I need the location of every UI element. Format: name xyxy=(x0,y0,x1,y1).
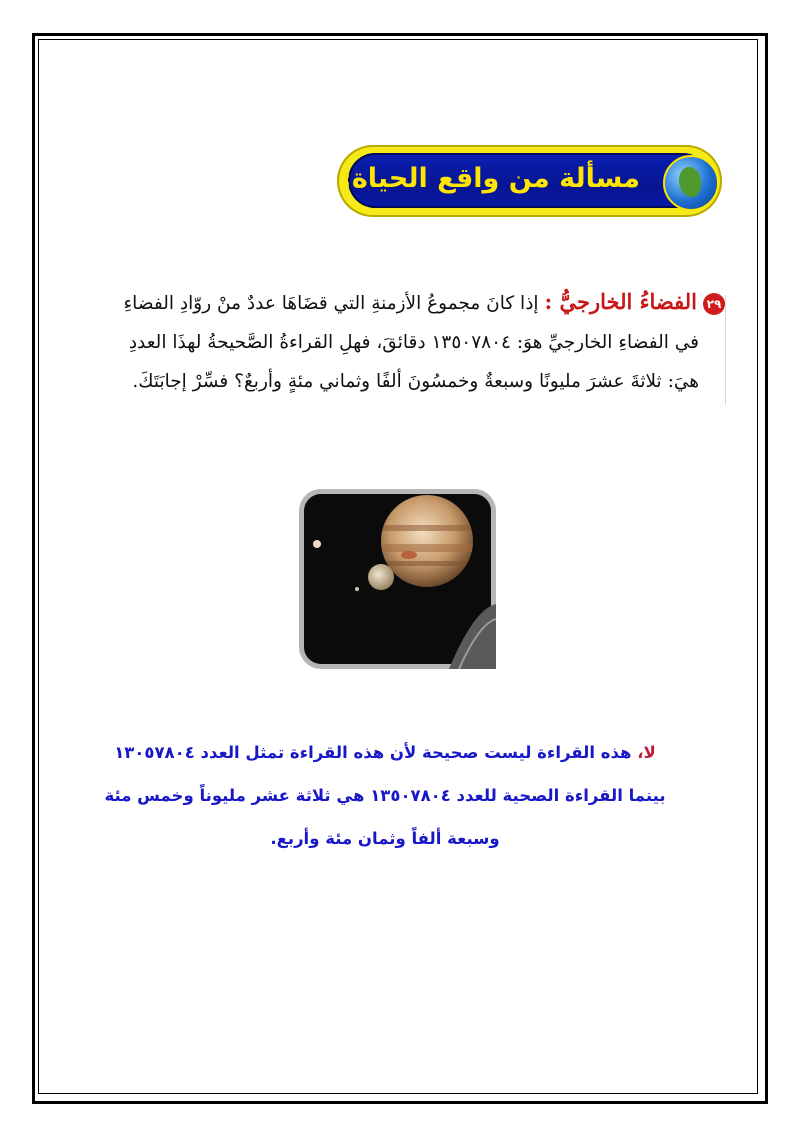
answer-line-2: بينما القراءة الصحية للعدد ١٣٥٠٧٨٠٤ هي ثلاثة عشر مليوناً وخمس مئة xyxy=(104,786,666,805)
answer-text xyxy=(70,731,700,860)
problem-heading: الفضاءُ الخارجيُّ : xyxy=(544,289,697,314)
answer-line-3: وسبعة ألفاً وثمان مئة وأربع. xyxy=(270,829,500,848)
answer-line-1 xyxy=(70,731,700,774)
problem-number-badge: ٢٩ xyxy=(703,293,725,315)
answer-line-1-text: هذه القراءة ليست صحيحة لأن هذه القراءة تمثل العدد ١٣٠٥٧٨٠٤ xyxy=(114,743,632,762)
problem-line-2: في الفضاءِ الخارجيِّ هوَ: ١٣٥٠٧٨٠٤ دقائقَ، فهلِ القراءةُ الصَّحيحةُ لهذَا العددِ xyxy=(128,332,699,353)
answer-no-word: لا، xyxy=(637,743,656,762)
margin-rule xyxy=(725,295,726,405)
banner-title: مسألة من واقع الحياة: xyxy=(341,163,640,194)
problem-line-1 xyxy=(95,282,725,323)
problem-line-3: هيَ: ثلاثةَ عشرَ مليونًا وسبعةٌ وخمسُونَ ألفًا وثماني مئةٍ وأربعٌ؟ فسِّرْ إجابَتَكَ. xyxy=(132,371,699,392)
problem-line-1-text: إذا كانَ مجموعُ الأزمنةِ التي قضَاهَا عددٌ منْ روّادِ الفضاءِ xyxy=(123,293,539,314)
title-banner-inner xyxy=(341,153,710,208)
title-banner xyxy=(337,145,722,217)
planets-image xyxy=(299,489,496,669)
globe-icon xyxy=(663,155,719,211)
problem-text xyxy=(95,282,725,401)
